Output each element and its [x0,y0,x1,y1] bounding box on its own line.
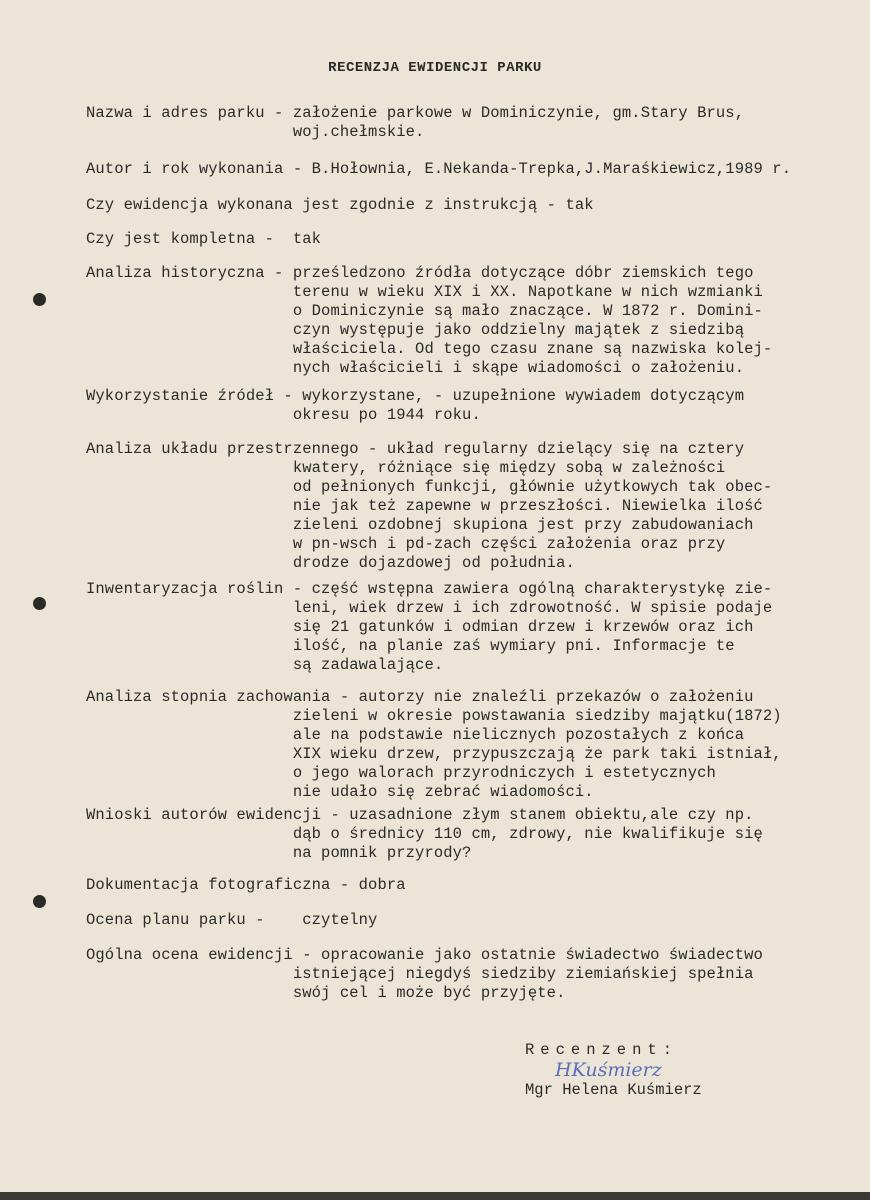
reviewer-name: Mgr Helena Kuśmierz [525,1081,702,1099]
punch-hole [33,597,46,610]
punch-hole [33,293,46,306]
entry-photos: Dokumentacja fotograficzna - dobra [86,876,406,894]
entry-overall: Ogólna ocena ewidencji - opracowanie jako ostatnie świadectwo świadectwo istniejącej niegdyś siedziby ziemiańskiej spełnia swój cel i może być przyjęte. [86,946,763,1002]
entry-plan: Ocena planu parku - czytelny [86,911,378,929]
entry-layout: Analiza układu przestrzennego - układ regularny dzielący się na cztery kwatery, różniące się między sobą w zależności od pełnionych funkcji, głównie użytkowych tak obec- nie jak też zapewne w przeszłości. Niewielka ilość zieleni ozdobnej skupiona jest przy zabudowaniach w pn-wsch i pd-zach części założenia oraz przy drodze dojazdowej od południa. [86,440,773,572]
entry-conclusions: Wnioski autorów ewidencji - uzasadnione złym stanem obiektu,ale czy np. dąb o średnicy 110 cm, zdrowy, nie kwalifikuje się na pomnik przyrody? [86,806,763,862]
entry-author: Autor i rok wykonania - B.Hołownia, E.Nekanda-Trepka,J.Maraśkiewicz,1989 r. [86,160,792,178]
signature-block [525,1040,702,1100]
entry-sources: Wykorzystanie źródeł - wykorzystane, - uzupełnione wywiadem dotyczącym okresu po 1944 roku. [86,387,745,424]
document-title: RECENZJA EWIDENCJI PARKU [328,60,542,76]
entry-preservation: Analiza stopnia zachowania - autorzy nie znaleźli przekazów o założeniu zieleni w okresie powstawania siedziby majątku(1872) ale na podstawie nielicznych pozostałych z końca XIX wieku drzew, przypuszczają że park taki istniał, o jego walorach przyrodniczych i estetycznych nie udało się zebrać wiadomości. [86,688,782,801]
reviewer-label: Recenzent: [525,1041,679,1059]
punch-hole [33,895,46,908]
entry-instruction: Czy ewidencja wykonana jest zgodnie z instrukcją - tak [86,196,594,214]
entry-complete: Czy jest kompletna - tak [86,230,322,248]
entry-plants: Inwentaryzacja roślin - część wstępna zawiera ogólną charakterystykę zie- leni, wiek drzew i ich zdrowotność. W spisie podaje się 21 gatunków i odmian drzew i krzewów oraz ich ilość, na planie zaś wymiary pni. Informacje te są zadawalające. [86,580,773,674]
handwritten-signature: HKuśmierz [555,1059,662,1081]
entry-park-name: Nazwa i adres parku - założenie parkowe w Dominiczynie, gm.Stary Brus, woj.chełmskie. [86,104,745,141]
entry-history: Analiza historyczna - prześledzono źródła dotyczące dóbr ziemskich tego terenu w wieku XIX i XX. Napotkane w nich wzmianki o Dominiczynie są mało znaczące. W 1872 r. Domini- czyn występuje jako oddzielny majątek z siedzibą właściciela. Od tego czasu znane są nazwiska kolej- nych właścicieli i skąpe wiadomości o założeniu. [86,264,773,377]
scan-bottom-edge [0,1192,870,1200]
